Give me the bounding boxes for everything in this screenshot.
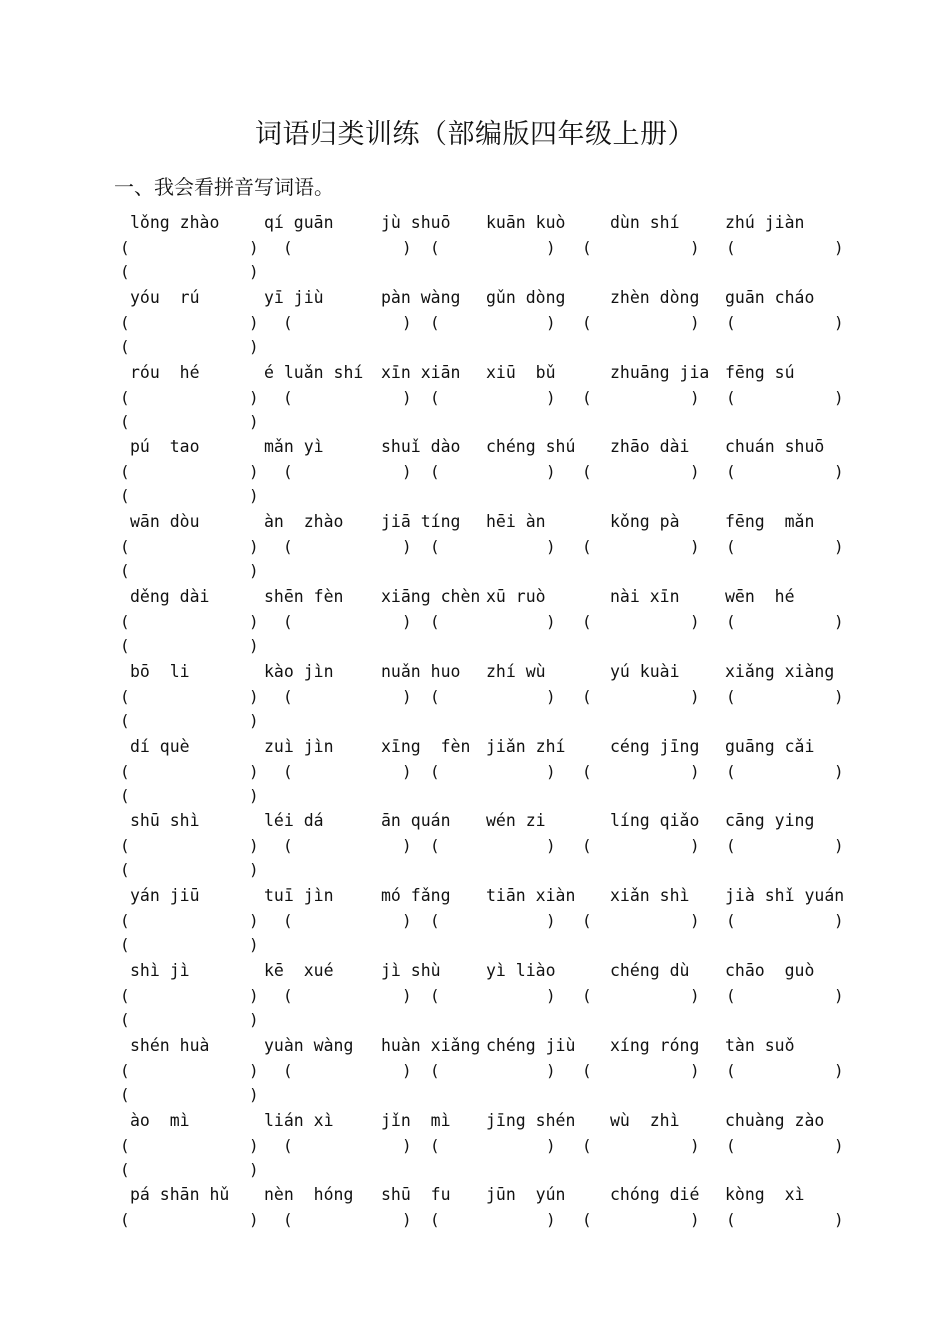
answer-blank-open: ( [430, 985, 440, 1005]
pinyin-prompt: xiǎn shì [610, 886, 690, 906]
answer-blank-open: ( [430, 462, 440, 482]
answer-blank-close: ) [402, 1210, 412, 1230]
answer-blank-close: ) [402, 686, 412, 706]
pinyin-prompt: wù zhì [610, 1110, 680, 1130]
pinyin-prompt: léi dá [264, 811, 324, 831]
pinyin-prompt: mó fǎng [381, 886, 451, 906]
answer-blank-open: ( [120, 785, 130, 805]
pinyin-prompt: xiǎng xiàng [725, 661, 835, 681]
answer-blank-open: ( [120, 1135, 130, 1155]
exercise-group [0, 1111, 950, 1186]
answer-blank-open: ( [430, 238, 440, 257]
answer-blank-open: ( [120, 411, 130, 431]
answer-blank-close: ) [834, 611, 844, 631]
answer-blank-close: ) [402, 611, 412, 631]
answer-blank-open: ( [726, 1135, 736, 1155]
answer-blank-close: ) [546, 686, 556, 706]
answer-blank-close: ) [249, 1135, 259, 1155]
pinyin-prompt: zhuāng jia [610, 362, 710, 382]
answer-blank-open: ( [120, 486, 130, 506]
pinyin-prompt: yóu rú [130, 287, 200, 307]
pinyin-prompt: gǔn dòng [486, 287, 566, 307]
answer-blank-open: ( [582, 911, 592, 931]
pinyin-prompt: pàn wàng [381, 287, 461, 307]
pinyin-prompt: kào jìn [264, 661, 334, 681]
exercise-groups [0, 213, 950, 1260]
answer-blank-close: ) [834, 1060, 844, 1080]
answer-blank-close: ) [834, 1210, 844, 1230]
answer-blank-close: ) [690, 238, 700, 257]
answer-blank-open: ( [283, 1135, 293, 1155]
pinyin-prompt: yán jiū [130, 886, 200, 906]
answer-blank-open: ( [582, 686, 592, 706]
exercise-group [0, 363, 950, 438]
exercise-group [0, 1036, 950, 1111]
pinyin-prompt: jià shǐ yuán [725, 886, 845, 906]
pinyin-prompt: zhú jiàn [725, 213, 805, 232]
pinyin-prompt: róu hé [130, 362, 200, 382]
answer-blank-close: ) [249, 761, 259, 781]
answer-blank-open: ( [430, 686, 440, 706]
pinyin-prompt: kuān kuò [486, 213, 566, 232]
answer-blank-close: ) [834, 836, 844, 856]
pinyin-prompt: fēng mǎn [725, 512, 815, 532]
answer-blank-open: ( [120, 1210, 130, 1230]
answer-blank-close: ) [690, 462, 700, 482]
answer-blank-close: ) [249, 710, 259, 730]
answer-blank-close: ) [690, 985, 700, 1005]
answer-blank-open: ( [430, 387, 440, 407]
pinyin-prompt: jǐn mì [381, 1110, 451, 1130]
pinyin-prompt: kǒng pà [610, 512, 680, 532]
answer-blank-close: ) [249, 312, 259, 332]
answer-blank-open: ( [582, 537, 592, 557]
pinyin-prompt: děng dài [130, 586, 210, 606]
answer-blank-open: ( [283, 761, 293, 781]
pinyin-prompt: jiā tíng [381, 512, 461, 532]
pinyin-prompt: wén zi [486, 811, 546, 831]
pinyin-prompt: tuī jìn [264, 886, 334, 906]
answer-blank-close: ) [249, 860, 259, 880]
answer-blank-close: ) [546, 1210, 556, 1230]
pinyin-prompt: ān quán [381, 811, 451, 831]
pinyin-prompt: qí guān [264, 213, 334, 232]
answer-blank-open: ( [582, 836, 592, 856]
pinyin-prompt: kòng xì [725, 1185, 805, 1205]
pinyin-prompt: nèn hóng [264, 1185, 354, 1205]
answer-blank-close: ) [249, 336, 259, 356]
exercise-group [0, 961, 950, 1036]
answer-blank-open: ( [283, 1060, 293, 1080]
answer-blank-open: ( [726, 911, 736, 931]
answer-blank-open: ( [430, 312, 440, 332]
pinyin-prompt: nài xīn [610, 586, 680, 606]
answer-blank-open: ( [582, 1210, 592, 1230]
answer-blank-open: ( [430, 1060, 440, 1080]
pinyin-prompt: xīng fèn [381, 736, 471, 756]
pinyin-prompt: shēn fèn [264, 586, 344, 606]
section-heading: 一、我会看拼音写词语。 [114, 175, 334, 199]
answer-blank-close: ) [249, 935, 259, 955]
answer-blank-open: ( [283, 387, 293, 407]
answer-blank-close: ) [249, 537, 259, 557]
pinyin-prompt: yú kuài [610, 661, 680, 681]
answer-blank-open: ( [582, 1060, 592, 1080]
answer-blank-close: ) [249, 387, 259, 407]
answer-blank-open: ( [120, 911, 130, 931]
pinyin-prompt: wēn hé [725, 586, 795, 606]
answer-blank-open: ( [726, 238, 736, 257]
answer-blank-open: ( [120, 686, 130, 706]
answer-blank-close: ) [249, 1009, 259, 1029]
pinyin-prompt: xiū bǔ [486, 362, 556, 382]
answer-blank-close: ) [690, 761, 700, 781]
answer-blank-open: ( [283, 686, 293, 706]
pinyin-prompt: yì liào [486, 960, 556, 980]
pinyin-prompt: xíng róng [610, 1035, 700, 1055]
pinyin-prompt: jù shuō [381, 213, 451, 232]
answer-blank-open: ( [120, 710, 130, 730]
answer-blank-open: ( [283, 611, 293, 631]
answer-blank-close: ) [690, 387, 700, 407]
answer-blank-close: ) [834, 911, 844, 931]
answer-blank-open: ( [430, 761, 440, 781]
answer-blank-open: ( [120, 935, 130, 955]
pinyin-prompt: shū fu [381, 1185, 451, 1205]
exercise-group [0, 512, 950, 587]
answer-blank-open: ( [120, 836, 130, 856]
pinyin-prompt: jì shù [381, 960, 441, 980]
answer-blank-open: ( [726, 686, 736, 706]
pinyin-prompt: chāo guò [725, 960, 815, 980]
pinyin-prompt: chéng jiù [486, 1035, 576, 1055]
answer-blank-close: ) [249, 486, 259, 506]
answer-blank-close: ) [690, 1210, 700, 1230]
answer-blank-open: ( [582, 761, 592, 781]
pinyin-prompt: hēi àn [486, 512, 546, 532]
answer-blank-close: ) [402, 1135, 412, 1155]
answer-blank-open: ( [120, 860, 130, 880]
answer-blank-open: ( [582, 238, 592, 257]
pinyin-prompt: lǒng zhào [130, 213, 220, 232]
pinyin-prompt: jūn yún [486, 1185, 566, 1205]
pinyin-prompt: líng qiǎo [610, 811, 700, 831]
answer-blank-close: ) [834, 312, 844, 332]
exercise-group [0, 437, 950, 512]
answer-blank-open: ( [283, 911, 293, 931]
answer-blank-close: ) [402, 238, 412, 257]
answer-blank-close: ) [546, 1060, 556, 1080]
answer-blank-open: ( [120, 537, 130, 557]
answer-blank-close: ) [834, 238, 844, 257]
answer-blank-open: ( [120, 985, 130, 1005]
answer-blank-open: ( [582, 312, 592, 332]
answer-blank-close: ) [249, 561, 259, 581]
answer-blank-close: ) [546, 462, 556, 482]
answer-blank-close: ) [249, 238, 259, 257]
pinyin-prompt: shì jì [130, 960, 190, 980]
answer-blank-open: ( [726, 312, 736, 332]
answer-blank-close: ) [690, 312, 700, 332]
pinyin-prompt: guān cháo [725, 287, 815, 307]
answer-blank-close: ) [546, 911, 556, 931]
answer-blank-close: ) [249, 411, 259, 431]
answer-blank-close: ) [249, 836, 259, 856]
answer-blank-close: ) [546, 761, 556, 781]
exercise-group [0, 662, 950, 737]
answer-blank-close: ) [249, 985, 259, 1005]
answer-blank-open: ( [120, 761, 130, 781]
answer-blank-close: ) [834, 761, 844, 781]
pinyin-prompt: yī jiù [264, 287, 324, 307]
answer-blank-close: ) [402, 985, 412, 1005]
answer-blank-close: ) [402, 312, 412, 332]
answer-blank-close: ) [690, 537, 700, 557]
answer-blank-open: ( [283, 238, 293, 257]
answer-blank-open: ( [726, 761, 736, 781]
answer-blank-open: ( [120, 1009, 130, 1029]
answer-blank-close: ) [834, 985, 844, 1005]
answer-blank-open: ( [283, 985, 293, 1005]
answer-blank-open: ( [726, 1210, 736, 1230]
answer-blank-close: ) [546, 985, 556, 1005]
pinyin-prompt: ào mì [130, 1110, 190, 1130]
answer-blank-close: ) [402, 911, 412, 931]
pinyin-prompt: àn zhào [264, 512, 344, 532]
answer-blank-close: ) [546, 1135, 556, 1155]
answer-blank-close: ) [249, 1060, 259, 1080]
pinyin-prompt: huàn xiǎng [381, 1035, 481, 1055]
answer-blank-close: ) [834, 686, 844, 706]
answer-blank-open: ( [120, 1060, 130, 1080]
exercise-group [0, 213, 950, 288]
answer-blank-close: ) [249, 1210, 259, 1230]
answer-blank-close: ) [546, 238, 556, 257]
answer-blank-open: ( [120, 336, 130, 356]
page-title: 词语归类训练（部编版四年级上册） [255, 119, 695, 150]
pinyin-prompt: pá shān hǔ [130, 1185, 230, 1205]
answer-blank-open: ( [430, 1135, 440, 1155]
pinyin-prompt: tiān xiàn [486, 886, 576, 906]
answer-blank-close: ) [690, 1135, 700, 1155]
answer-blank-close: ) [402, 462, 412, 482]
pinyin-prompt: bō li [130, 661, 190, 681]
pinyin-prompt: chéng dù [610, 960, 690, 980]
exercise-group [0, 737, 950, 812]
pinyin-prompt: céng jīng [610, 736, 700, 756]
pinyin-prompt: cāng ying [725, 811, 815, 831]
answer-blank-open: ( [726, 836, 736, 856]
answer-blank-close: ) [249, 262, 259, 281]
answer-blank-close: ) [690, 611, 700, 631]
pinyin-prompt: guāng cǎi [725, 736, 815, 756]
answer-blank-open: ( [120, 561, 130, 581]
answer-blank-close: ) [690, 686, 700, 706]
pinyin-prompt: chuán shuō [725, 437, 825, 457]
answer-blank-open: ( [430, 537, 440, 557]
answer-blank-close: ) [546, 537, 556, 557]
pinyin-prompt: zhèn dòng [610, 287, 700, 307]
pinyin-prompt: dùn shí [610, 213, 680, 232]
pinyin-prompt: shuǐ dào [381, 437, 461, 457]
pinyin-prompt: jiǎn zhí [486, 736, 566, 756]
answer-blank-open: ( [430, 836, 440, 856]
answer-blank-close: ) [249, 686, 259, 706]
pinyin-prompt: xū ruò [486, 586, 546, 606]
pinyin-prompt: pú tao [130, 437, 200, 457]
answer-blank-close: ) [249, 635, 259, 655]
answer-blank-open: ( [120, 387, 130, 407]
answer-blank-open: ( [283, 312, 293, 332]
pinyin-prompt: é luǎn shí [264, 362, 364, 382]
answer-blank-close: ) [402, 387, 412, 407]
answer-blank-close: ) [546, 387, 556, 407]
answer-blank-close: ) [690, 1060, 700, 1080]
answer-blank-close: ) [402, 761, 412, 781]
answer-blank-close: ) [402, 537, 412, 557]
answer-blank-open: ( [726, 462, 736, 482]
answer-blank-open: ( [430, 1210, 440, 1230]
exercise-group [0, 587, 950, 662]
answer-blank-open: ( [120, 312, 130, 332]
answer-blank-open: ( [120, 462, 130, 482]
pinyin-prompt: mǎn yì [264, 437, 324, 457]
pinyin-prompt: jīng shén [486, 1110, 576, 1130]
answer-blank-open: ( [430, 611, 440, 631]
pinyin-prompt: xīn xiān [381, 362, 461, 382]
answer-blank-open: ( [120, 238, 130, 257]
answer-blank-close: ) [690, 911, 700, 931]
answer-blank-open: ( [120, 262, 130, 281]
answer-blank-close: ) [249, 1159, 259, 1179]
pinyin-prompt: zhāo dài [610, 437, 690, 457]
pinyin-prompt: kē xué [264, 960, 334, 980]
exercise-group [0, 288, 950, 363]
answer-blank-close: ) [249, 911, 259, 931]
answer-blank-open: ( [120, 1084, 130, 1104]
answer-blank-open: ( [582, 1135, 592, 1155]
answer-blank-close: ) [249, 1084, 259, 1104]
pinyin-prompt: fēng sú [725, 362, 795, 382]
answer-blank-close: ) [249, 611, 259, 631]
answer-blank-close: ) [402, 1060, 412, 1080]
answer-blank-open: ( [120, 1159, 130, 1179]
pinyin-prompt: dí què [130, 736, 190, 756]
answer-blank-close: ) [402, 836, 412, 856]
answer-blank-open: ( [726, 537, 736, 557]
answer-blank-close: ) [834, 387, 844, 407]
exercise-group [0, 886, 950, 961]
answer-blank-open: ( [582, 387, 592, 407]
answer-blank-close: ) [249, 462, 259, 482]
answer-blank-close: ) [834, 462, 844, 482]
answer-blank-open: ( [120, 635, 130, 655]
answer-blank-open: ( [283, 537, 293, 557]
pinyin-prompt: chéng shú [486, 437, 576, 457]
pinyin-prompt: chóng dié [610, 1185, 700, 1205]
answer-blank-close: ) [546, 312, 556, 332]
pinyin-prompt: nuǎn huo [381, 661, 461, 681]
answer-blank-close: ) [690, 836, 700, 856]
pinyin-prompt: zhí wù [486, 661, 546, 681]
answer-blank-close: ) [834, 537, 844, 557]
answer-blank-open: ( [283, 836, 293, 856]
answer-blank-open: ( [726, 387, 736, 407]
answer-blank-open: ( [283, 1210, 293, 1230]
answer-blank-close: ) [249, 785, 259, 805]
exercise-group [0, 811, 950, 886]
pinyin-prompt: yuàn wàng [264, 1035, 354, 1055]
pinyin-prompt: tàn suǒ [725, 1035, 795, 1055]
answer-blank-open: ( [582, 985, 592, 1005]
answer-blank-open: ( [726, 611, 736, 631]
pinyin-prompt: wān dòu [130, 512, 200, 532]
answer-blank-close: ) [546, 836, 556, 856]
answer-blank-open: ( [283, 462, 293, 482]
pinyin-prompt: lián xì [264, 1110, 334, 1130]
pinyin-prompt: shén huà [130, 1035, 210, 1055]
answer-blank-open: ( [726, 1060, 736, 1080]
pinyin-prompt: shū shì [130, 811, 200, 831]
answer-blank-open: ( [430, 911, 440, 931]
pinyin-prompt: xiāng chèn [381, 586, 481, 606]
answer-blank-open: ( [120, 611, 130, 631]
answer-blank-open: ( [582, 462, 592, 482]
answer-blank-close: ) [546, 611, 556, 631]
answer-blank-open: ( [582, 611, 592, 631]
answer-blank-open: ( [726, 985, 736, 1005]
pinyin-prompt: chuàng zào [725, 1110, 825, 1130]
exercise-group [0, 1185, 950, 1260]
pinyin-prompt: zuì jìn [264, 736, 334, 756]
answer-blank-close: ) [834, 1135, 844, 1155]
